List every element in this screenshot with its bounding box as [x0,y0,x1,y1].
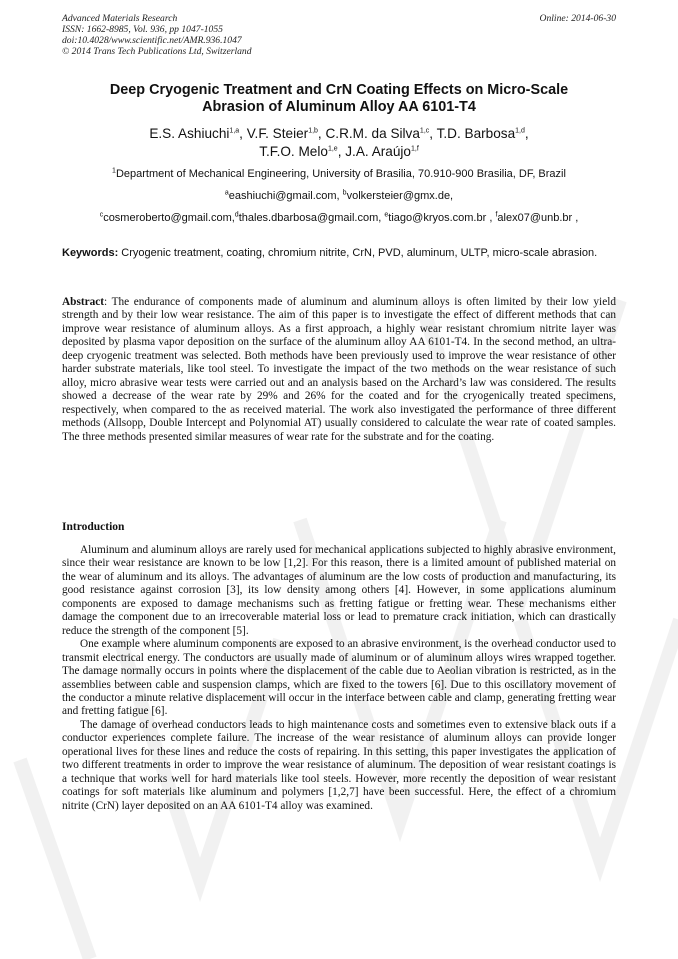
author: E.S. Ashiuchi$^{1,a}$, [149,126,247,141]
email[interactable]: $^b$volkersteier@gmx.de, [342,189,454,202]
journal-name: Advanced Materials Research [62,13,178,24]
email[interactable]: $^a$eashiuchi@gmail.com, [224,189,343,202]
introduction-body [62,544,616,813]
online-date: Online: 2014-06-30 [539,13,616,24]
title-line-1: Deep Cryogenic Treatment and CrN Coating Effects on Micro-Scale [109,82,569,98]
abstract [62,296,616,444]
journal-issn: ISSN: 1662-8985, Vol. 936, pp 1047-1055 [62,24,223,35]
journal-doi: doi:10.4028/www.scientific.net/AMR.936.1047 [62,35,242,46]
author: J.A. Araújo$^{1,f}$ [345,144,419,159]
author: C.R.M. da Silva$^{1,c}$, [325,126,437,141]
journal-header [62,13,616,57]
paragraph: Aluminum and aluminum alloys are rarely used for mechanical applications subjected to highly abrasive environment, since their wear resistance are known to be low [1,2]. For this reason, there is a limited amount of published material on the wear of aluminum and its alloys. The advantages of aluminum are the low costs of production and manufacturing, its good resistance against corrosion [3], its low density among others [4]. However, in some applications aluminum components are exposed to damage mechanisms such as fretting fatigue or fretting wear. These mechanisms either damage the component due to an irrecoverable material loss or lead to premature crack initiation, which can drastically reduce the strength of the component [5]. [62,544,616,637]
title-line-2: Abrasion of Aluminum Alloy AA 6101-T4 [202,99,476,115]
author: T.F.O. Melo$^{1,e}$, [259,144,346,159]
abstract-label: Abstract [62,296,105,308]
email[interactable]: $^c$cosmeroberto@gmail.com, [99,211,235,224]
keywords [62,247,616,260]
author: V.F. Steier$^{1,b}$, [246,126,326,141]
paragraph: The damage of overhead conductors leads to high maintenance costs and sometimes even to extensive black outs if a conductor experiences complete failure. The increase of the wear resistance of aluminum alloys can provide longer operational lives for these lines and reduce the costs of repairing. In this setting, this paper investigates the application of two different treatments in order to improve the wear resistance of aluminum. The deposition of wear resistant coatings is a technique that works well for hard materials like tool steels. However, more recently the deposition of wear resistant coatings for soft materials like aluminum and polymers [1,2,7] have been successful. Here, the effect of a chromium nitrite (CrN) layer deposited on an AA 6101-T4 alloy was examined. [62,718,616,812]
keywords-text: Cryogenic treatment, coating, chromium nitrite, CrN, PVD, aluminum, ULTP, micro-scale abrasion. [118,247,598,259]
paragraph: One example where aluminum components are exposed to an abrasive environment, is the overhead conductor used to transmit electrical energy. The conductors are usually made of aluminum or of aluminum alloys wires wrapped together. The damage normally occurs in points where the displacement of the cable due to Aeolian vibration is restricted, as in the assemblies between cable and suspension clamps, which are fixed to the towers [6]. Due to this oscillatory movement of the conductor a minute relative displacement will occur in the interface between cable and clamp, generating fretting wear and fretting fatigue [6]. [62,638,616,718]
keywords-label: Keywords: [62,247,119,259]
author-list [62,125,616,161]
email-line-1 [62,190,616,203]
email-line-2 [62,212,616,225]
journal-copyright: © 2014 Trans Tech Publications Ltd, Switzerland [62,46,252,57]
email[interactable]: $^e$tiago@kryos.com.br , [384,211,496,224]
abstract-text: : The endurance of components made of aluminum and aluminum alloys is often limited by their low yield strength and by their low wear resistance. The aim of this paper is to investigate the effect of different methods that can improve wear resistance of aluminum alloys. As a first approach, a highly wear resistant chromium nitrite layer was deposited by plasma vapor deposition on the surface of the aluminum alloy AA 6101-T4. In the second method, an ultra-deep cryogenic treatment was selected. Both methods have been previously used to improve the wear resistance of other harder substrate materials, like tool steel. To investigate the impact of the two methods on the wear resistance of such alloy, micro abrasive wear tests were carried out and an analysis based on the Archard’s law was considered. The results showed a decrease of the wear rate by 29% and 26% for the coated and for the cryogenically treated specimens, respectively, when compared to the as received material. The work also investigated the performance of three different methods (Allsopp, Double Intercept and Polynomial AT) usually considered to calculate the wear rate of coated samples. The three methods presented similar measures of wear rate for the substrate and for the coating. [62,296,616,443]
affiliation: $^1$Department of Mechanical Engineering, University of Brasilia, 70.910-900 Brasilia, DF, Brazil [112,167,566,180]
email[interactable]: $^d$thales.dbarbosa@gmail.com, [234,211,385,224]
paper-title [62,82,616,116]
section-heading-introduction: Introduction [62,521,125,533]
email[interactable]: $^f$alex07@unb.br , [495,211,579,224]
author: T.D. Barbosa$^{1,d}$, [436,126,529,141]
